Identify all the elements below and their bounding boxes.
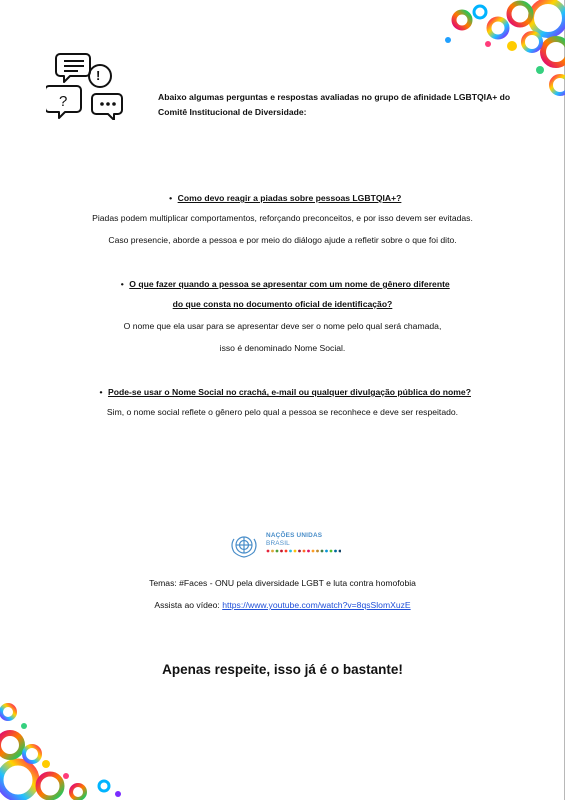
- un-emblem-icon: [226, 530, 266, 560]
- question-2-line-2: do que consta no documento oficial de identificação?: [172, 299, 393, 309]
- slogan: Apenas respeite, isso já é o bastante!: [162, 662, 403, 677]
- answer-2-line-1: O nome que ela usar para se apresentar deve ser o nome pelo qual será chamada,: [123, 321, 442, 331]
- question-2-line-1: O que fazer quando a pessoa se apresentar com um nome de gênero diferente: [129, 279, 450, 289]
- sdg-color-dots: [266, 549, 341, 553]
- answer-3-line-1: Sim, o nome social reflete o gênero pelo qual a pessoa se reconhece e deve ser respeitado.: [106, 407, 459, 417]
- question-3-line-1: Pode-se usar o Nome Social no crachá, e-mail ou qualquer divulgação pública do nome?: [108, 387, 471, 397]
- intro-text: Abaixo algumas perguntas e respostas avaliadas no grupo de afinidade LGBTQIA+ do Comitê Institucional de Diversidade:: [158, 92, 511, 117]
- question-1-line-1: Como devo reagir a piadas sobre pessoas LGBTQIA+?: [177, 193, 402, 203]
- chat-bubbles-icon: [46, 50, 128, 120]
- temas-text: Temas: #Faces - ONU pela diversidade LGBT e luta contra homofobia: [149, 578, 416, 588]
- svg-text:?: ?: [59, 93, 68, 110]
- question-1: • Como devo reagir a piadas sobre pessoas LGBTQIA+?: [169, 193, 402, 203]
- video-label: Assista ao vídeo:: [154, 600, 223, 610]
- answer-1-line-2: Caso presencie, aborde a pessoa e por meio do diálogo ajude a refletir sobre o que foi dito.: [108, 235, 457, 245]
- rainbow-circles-decoration-top: [440, 0, 565, 100]
- svg-text:!: !: [96, 68, 101, 83]
- rainbow-circles-decoration-bottom: [0, 690, 125, 800]
- video-link[interactable]: https://www.youtube.com/watch?v=8qsSlomXuzE: [222, 600, 411, 610]
- un-logo-line-1: NAÇÕES UNIDAS: [266, 532, 323, 539]
- video-line: [0, 600, 565, 610]
- answer-1-line-1: Piadas podem multiplicar comportamentos, reforçando preconceitos, e por isso devem ser evitadas.: [92, 213, 473, 223]
- answer-2-line-2: isso é denominado Nome Social.: [219, 343, 346, 353]
- question-3: • Pode-se usar o Nome Social no crachá, e-mail ou qualquer divulgação pública do nome?: [99, 387, 471, 397]
- question-2: • O que fazer quando a pessoa se apresentar com um nome de gênero diferente: [120, 279, 450, 289]
- un-logo-line-2: BRASIL: [266, 540, 290, 547]
